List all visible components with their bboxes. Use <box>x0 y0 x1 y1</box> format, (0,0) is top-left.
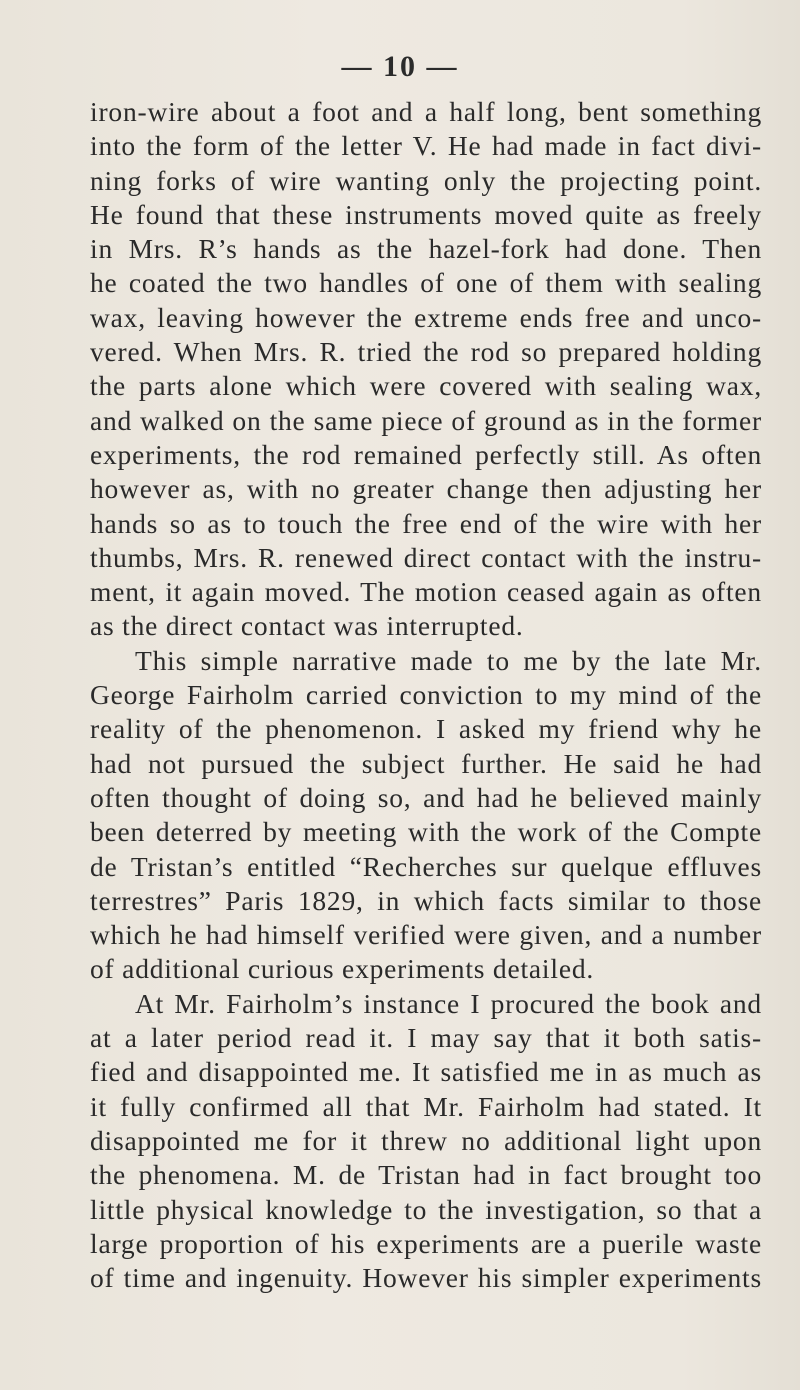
page-number: — 10 — <box>341 50 459 83</box>
text-line: and walked on the same piece of ground as in the former <box>90 404 762 436</box>
text-line: hands so as to touch the free end of the wire with her <box>90 507 762 539</box>
text-line: little physical knowledge to the investigation, so that a <box>90 1193 762 1225</box>
text-line: George Fairholm carried conviction to my mind of the <box>90 679 762 711</box>
text-line: ment, it again moved. The motion ceased again as often <box>90 576 762 608</box>
text-line: thumbs, Mrs. R. renewed direct contact with the instru- <box>90 541 762 573</box>
paragraph-end-line: of additional curious experiments detailed. <box>90 953 595 985</box>
text-line: wax, leaving however the extreme ends free and unco- <box>90 301 762 333</box>
text-line: been deterred by meeting with the work of the Compte <box>90 816 762 848</box>
text-line: had not pursued the subject further. He said he had <box>90 747 762 779</box>
text-line: the phenomena. M. de Tristan had in fact brought too <box>90 1159 762 1191</box>
body-text <box>90 95 762 1295</box>
text-line: de Tristan’s entitled “Recherches sur quelque effluves <box>90 850 762 882</box>
text-line: which he had himself verified were given, and a number <box>90 919 762 951</box>
text-line: large proportion of his experiments are a puerile waste <box>90 1227 762 1259</box>
paragraph-start-line: At Mr. Fairholm’s instance I procured the book and <box>135 987 762 1019</box>
text-line: reality of the phenomenon. I asked my friend why he <box>90 713 762 745</box>
text-line: fied and disappointed me. It satisfied me in as much as <box>90 1056 762 1088</box>
text-line: disappointed me for it threw no additional light upon <box>90 1124 762 1156</box>
text-line: however as, with no greater change then adjusting her <box>90 473 762 505</box>
paragraph-end-line: as the direct contact was interrupted. <box>90 610 524 642</box>
text-line: of time and ingenuity. However his simpler experiments <box>90 1262 762 1294</box>
text-line: He found that these instruments moved quite as freely <box>90 198 762 230</box>
text-line: experiments, the rod remained perfectly still. As often <box>90 438 762 470</box>
text-line: often thought of doing so, and had he believed mainly <box>90 781 762 813</box>
text-line: iron-wire about a foot and a half long, bent something <box>90 96 762 127</box>
text-line: vered. When Mrs. R. tried the rod so prepared holding <box>90 336 762 368</box>
text-line: terrestres” Paris 1829, in which facts similar to those <box>90 884 762 916</box>
text-line: ning forks of wire wanting only the projecting point. <box>90 164 762 196</box>
text-line: it fully confirmed all that Mr. Fairholm had stated. It <box>90 1090 762 1122</box>
text-line: at a later period read it. I may say that it both satis- <box>90 1022 762 1054</box>
text-line: the parts alone which were covered with sealing wax, <box>90 370 762 402</box>
text-line: into the form of the letter V. He had made in fact divi- <box>90 130 762 162</box>
text-line: he coated the two handles of one of them with sealing <box>90 267 762 299</box>
paragraph-start-line: This simple narrative made to me by the late Mr. <box>135 644 762 676</box>
text-line: in Mrs. R’s hands as the hazel-fork had done. Then <box>90 233 762 265</box>
